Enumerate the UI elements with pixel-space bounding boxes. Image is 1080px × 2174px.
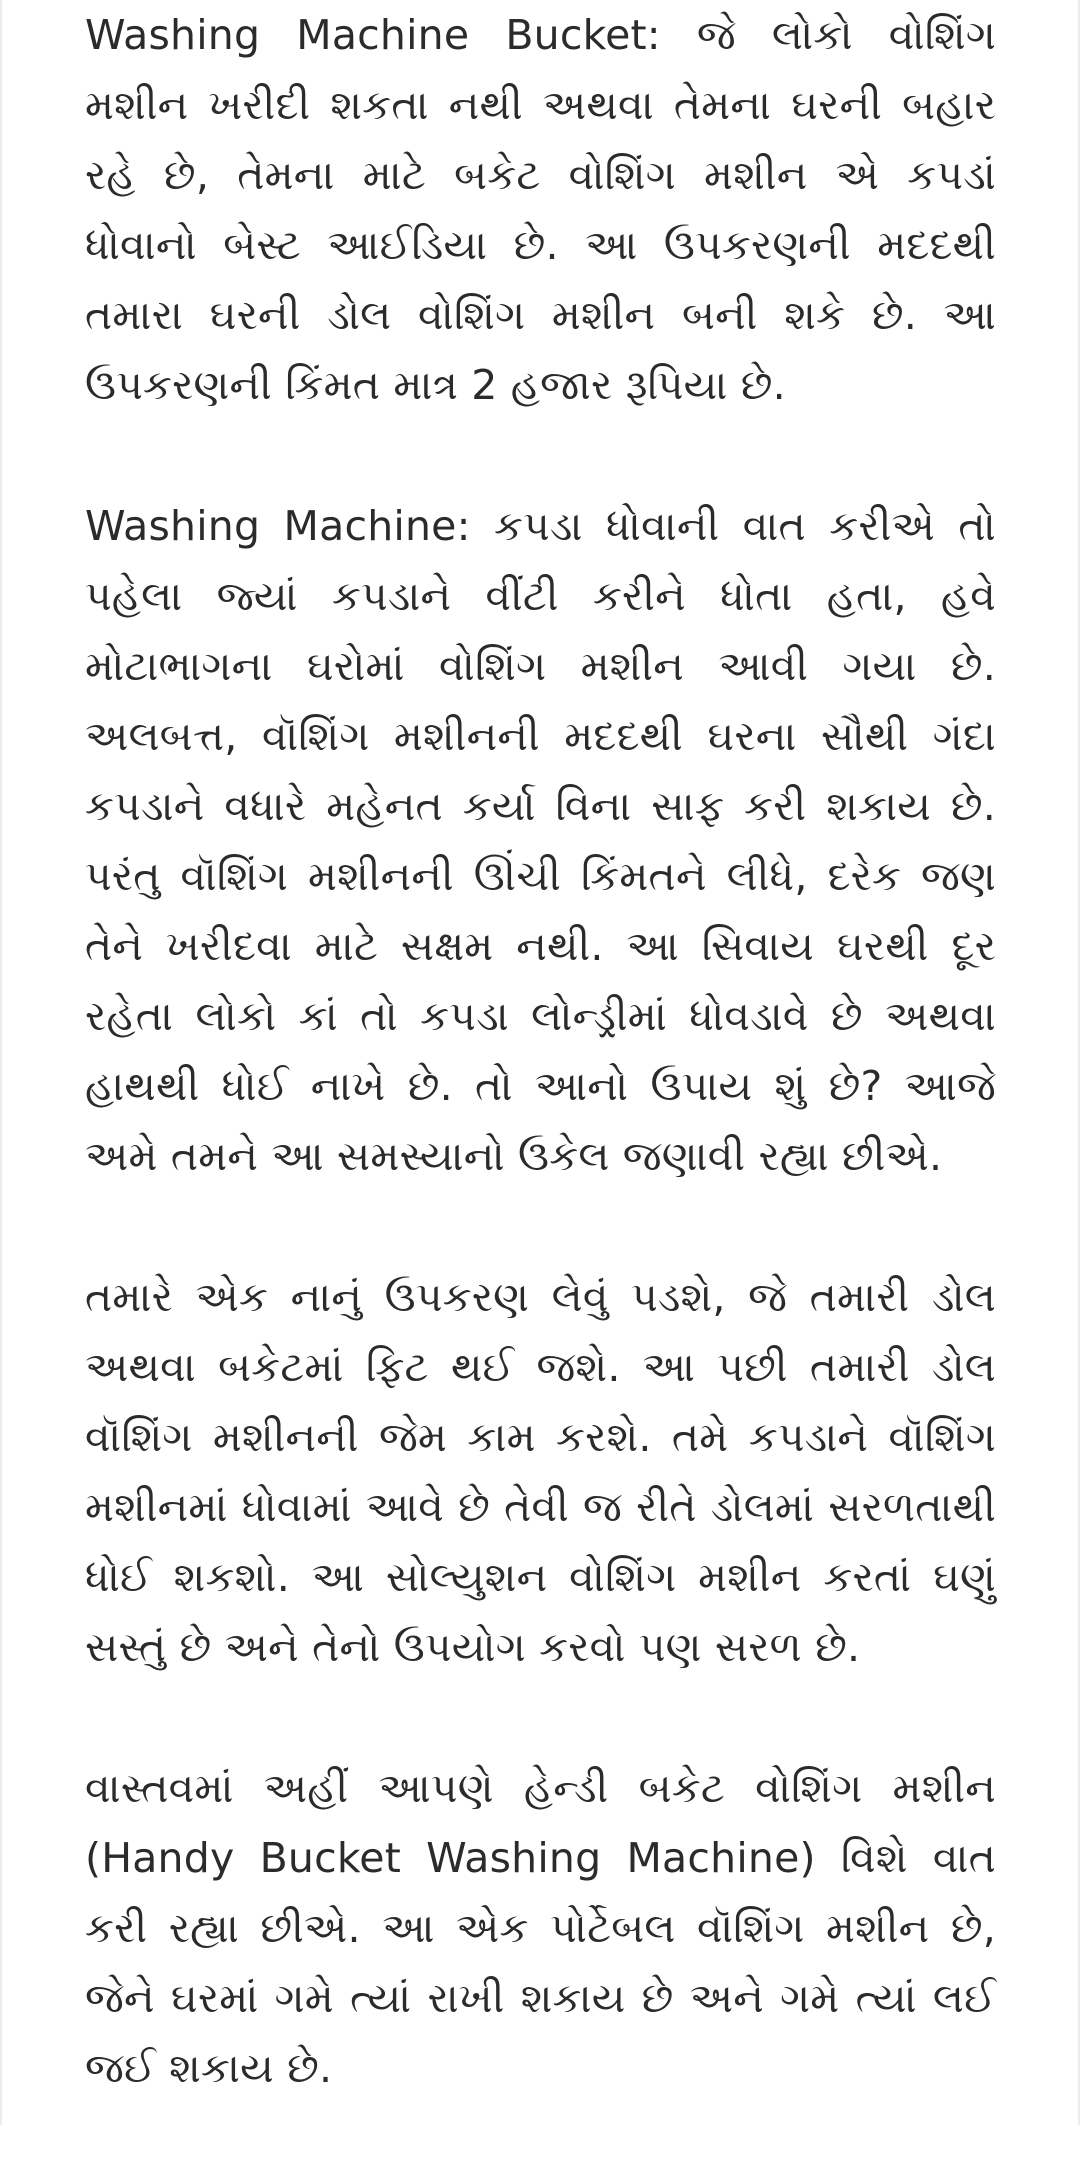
article-paragraph-intro: Washing Machine Bucket: જે લોકો વોશિંગ મશીન ખરીદી શકતા નથી અથવા તેમના ઘરની બહાર રહે છે, તેમના માટે બકેટ વોશિંગ મશીન એ કપડાં ધોવાનો બેસ્ટ આઈડિયા છે. આ ઉપકરણની મદદથી તમારા ઘરની ડોલ વોશિંગ મશીન બની શકે છે. આ ઉપકરણની કિંમત માત્ર 2 હજાર રૂપિયા છે. [85,11,996,409]
article-paragraph-handy-bucket: વાસ્તવમાં અહીં આપણે હેન્ડી બકેટ વોશિંગ મશીન (Handy Bucket Washing Machine) વિશે વાત કરી રહ્યા છીએ. આ એક પોર્ટેબલ વૉશિંગ મશીન છે, જેને ઘરમાં ગમે ત્યાં રાખી શકાય છે અને ગમે ત્યાં લઈ જઈ શકાય છે. [85,1764,996,2092]
article-paragraph-device: તમારે એક નાનું ઉપકરણ લેવું પડશે, જે તમારી ડોલ અથવા બકેટમાં ફિટ થઈ જશે. આ પછી તમારી ડોલ વૉશિંગ મશીનની જેમ કામ કરશે. તમે કપડાને વૉશિંગ મશીનમાં ધોવામાં આવે છે તેવી જ રીતે ડોલમાં સરળતાથી ધોઈ શકશો. આ સોલ્યુશન વોશિંગ મશીન કરતાં ઘણું સસ્તું છે અને તેનો ઉપયોગ કરવો પણ સરળ છે. [85,1273,996,1671]
article-body [85,0,996,2174]
left-border [0,0,2,2125]
article-paragraph-washing-machine: Washing Machine: કપડા ધોવાની વાત કરીએ તો પહેલા જ્યાં કપડાને વીંટી કરીને ધોતા હતા, હવે મોટાભાગના ઘરોમાં વોશિંગ મશીન આવી ગયા છે. અલબત્ત, વૉશિંગ મશીનની મદદથી ઘરના સૌથી ગંદા કપડાને વધારે મહેનત કર્યા વિના સાફ કરી શકાય છે. પરંતુ વૉશિંગ મશીનની ઊંચી કિંમતને લીધે, દરેક જણ તેને ખરીદવા માટે સક્ષમ નથી. આ સિવાય ઘરથી દૂર રહેતા લોકો કાં તો કપડા લોન્ડ્રીમાં ધોવડાવે છે અથવા હાથથી ધોઈ નાખે છે. તો આનો ઉપાય શું છે? આજે અમે તમને આ સમસ્યાનો ઉકેલ જણાવી રહ્યા છીએ. [85,502,996,1180]
